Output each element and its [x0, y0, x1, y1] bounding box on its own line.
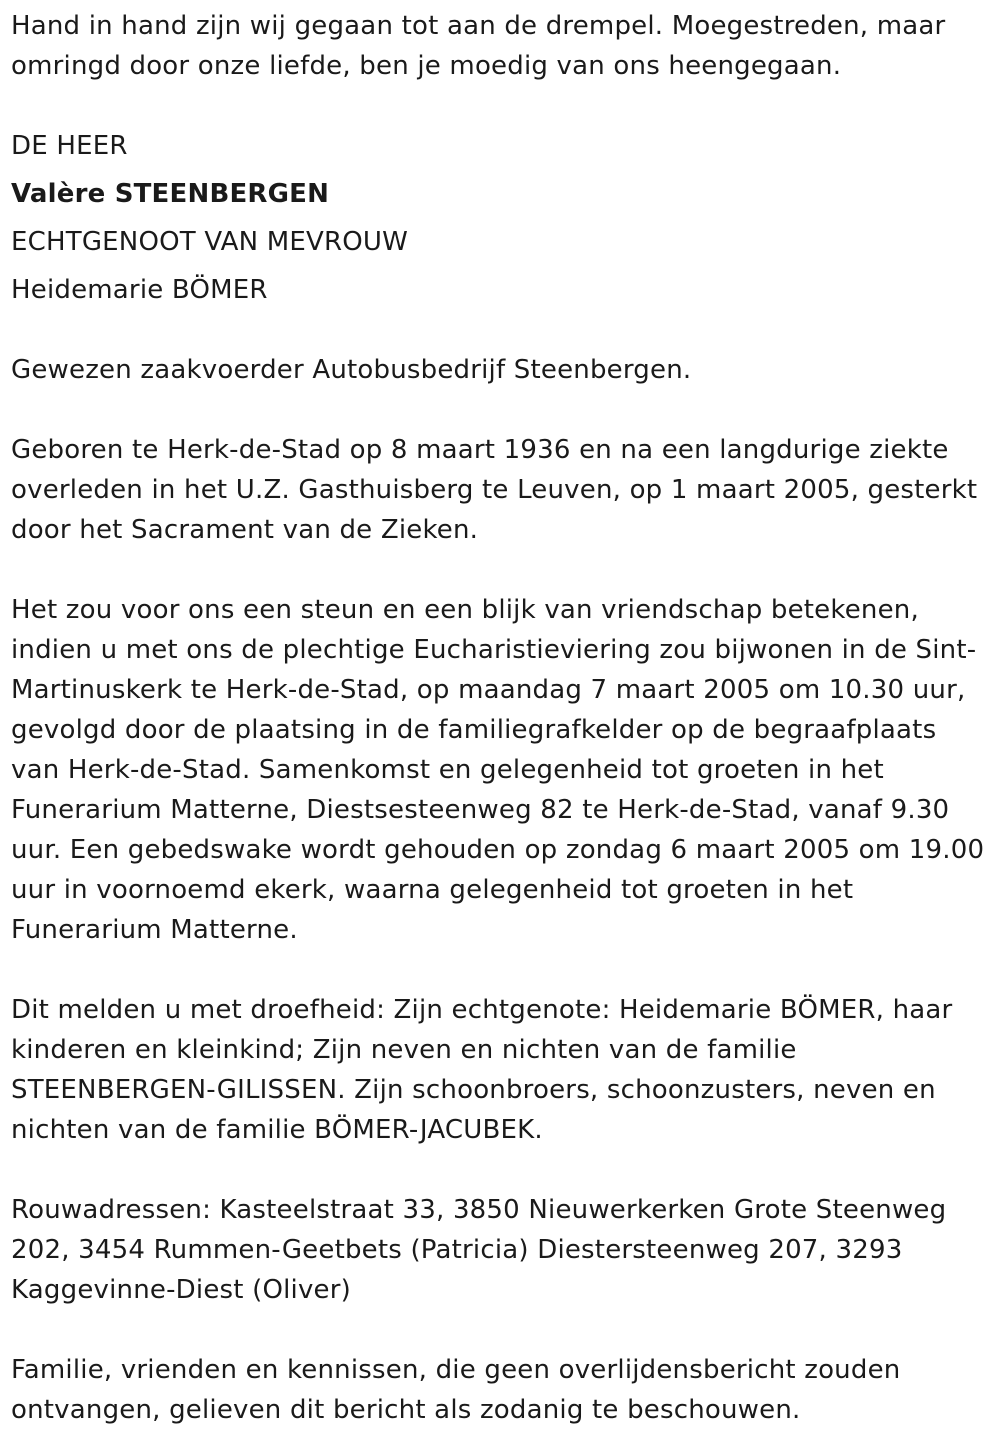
spouse-name: Heidemarie BÖMER: [11, 275, 268, 305]
funeral-paragraph: Het zou voor ons een steun en een blijk van vriendschap betekenen, indien u met ons de plechtige Eucharistieviering zou bijwonen in de Sint-Martinuskerk te Herk-de-Stad, op maandag 7 maart 2005 om 10.30 uur, gevolgd door de plaatsing in de familiegrafkelder op de begraafplaats van Herk-de-Stad. Samenkomst en gelegenheid tot groeten in het Funerarium Matterne, Diestsesteenweg 82 te Herk-de-Stad, vanaf 9.30 uur. Een gebedswake wordt gehouden op zondag 6 maart 2005 om 19.00 uur in voornoemd ekerk, waarna gelegenheid tot groeten in het Funerarium Matterne.: [11, 595, 985, 945]
family-paragraph: Dit melden u met droefheid: Zijn echtgenote: Heidemarie BÖMER, haar kinderen en kleinkind; Zijn neven en nichten van de familie STEENBERGEN-GILISSEN. Zijn schoonbroers, schoonzusters, neven en nichten van de familie BÖMER-JACUBEK.: [11, 995, 953, 1145]
spouse-line: ECHTGENOOT VAN MEVROUW: [11, 227, 409, 257]
notice-header: [11, 126, 990, 310]
title-line: DE HEER: [11, 131, 128, 161]
addresses-paragraph: Rouwadressen: Kasteelstraat 33, 3850 Nieuwerkerken Grote Steenweg 202, 3454 Rummen-Geetbets (Patricia) Diestersteenweg 207, 3293 Kaggevinne-Diest (Oliver): [11, 1195, 947, 1305]
occupation-paragraph: Gewezen zaakvoerder Autobusbedrijf Steenbergen.: [11, 355, 692, 385]
deceased-name: Valère STEENBERGEN: [11, 179, 330, 209]
opening-verse: Hand in hand zijn wij gegaan tot aan de drempel. Moegestreden, maar omringd door onze liefde, ben je moedig van ons heengegaan.: [11, 11, 946, 81]
birth-death-paragraph: Geboren te Herk-de-Stad op 8 maart 1936 en na een langdurige ziekte overleden in het U.Z. Gasthuisberg te Leuven, op 1 maart 2005, gesterkt door het Sacrament van de Zieken.: [11, 435, 978, 545]
closing-paragraph: Familie, vrienden en kennissen, die geen overlijdensbericht zouden ontvangen, gelieven dit bericht als zodanig te beschouwen.: [11, 1355, 901, 1425]
